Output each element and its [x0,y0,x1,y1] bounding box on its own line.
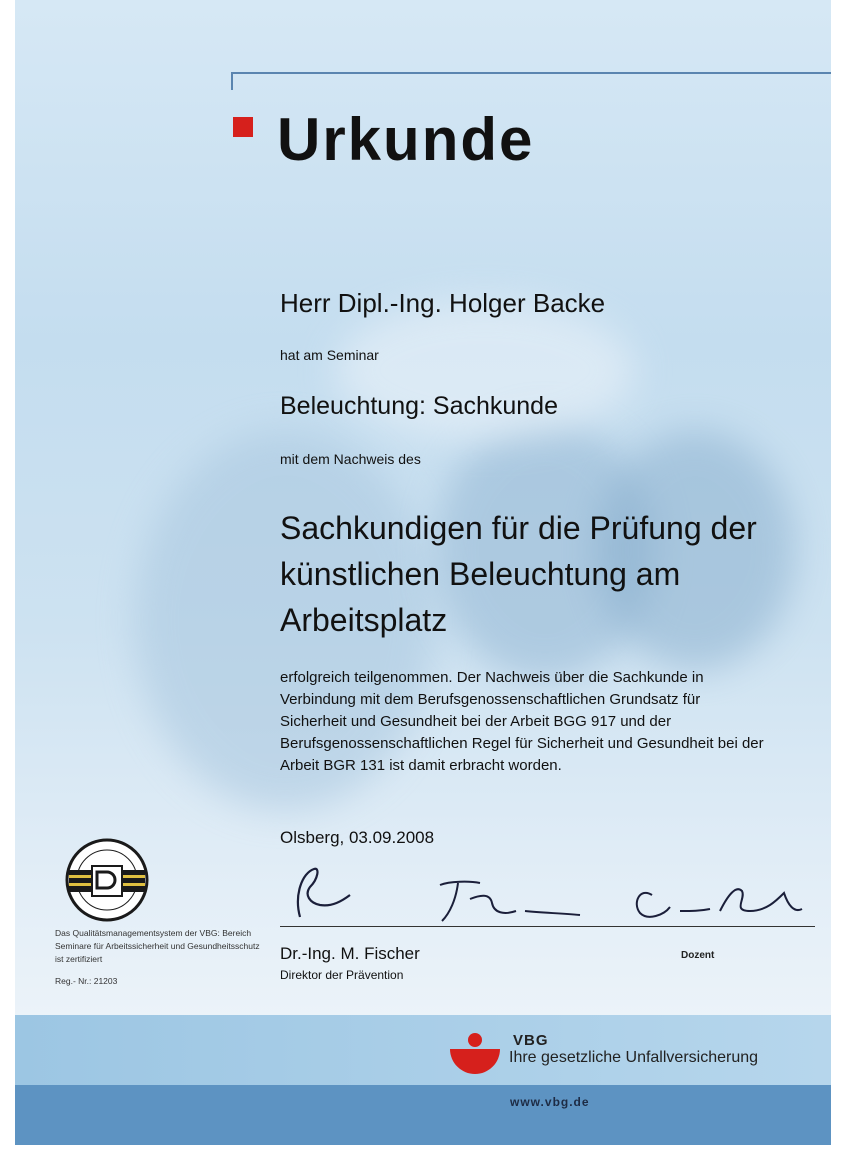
vbg-org-name: VBG [513,1032,549,1049]
seminar-name: Beleuchtung: Sachkunde [280,392,558,420]
vbg-logo-icon [448,1031,502,1079]
director-name: Dr.-Ing. M. Fischer [280,944,420,963]
recipient-name: Herr Dipl.-Ing. Holger Backe [280,288,606,318]
certificate-body-text: erfolgreich teilgenommen. Der Nachweis über die Sachkunde in Verbindung mit dem Berufsgenossenschaftlichen Grundsatz für Sicherheit und Gesundheit bei der Arbeit BGG 917 und der Berufsgenossenschaftlichen Regel für Sicherheit und Gesundheit bei der Arbeit BGR 131 ist damit erbracht worden. [280,669,764,774]
footer-band-dark [15,1085,831,1145]
signatures [280,855,820,935]
registration-number: Reg.- Nr.: 21203 [55,976,118,986]
proof-intro: mit dem Nachweis des [280,451,421,467]
title-marker [233,117,253,137]
director-role: Direktor der Prävention [280,968,404,982]
qualification-title: Sachkundigen für die Prüfung der künstlichen Beleuchtung am Arbeitsplatz [280,510,757,638]
certificate-page [15,0,831,1145]
signature-lecturer [637,889,802,917]
dqs-iso-9001-seal-icon [65,838,149,922]
place-date: Olsberg, 03.09.2008 [280,828,435,847]
signature-line [280,926,815,927]
seminar-intro: hat am Seminar [280,347,379,363]
vbg-tagline: Ihre gesetzliche Unfallversicherung [509,1049,759,1066]
signature-director [298,869,350,917]
certificate-title: Urkunde [277,106,535,173]
vbg-url[interactable]: www.vbg.de [510,1095,590,1109]
lecturer-label: Dozent [681,950,715,961]
frame-line [231,72,831,74]
certification-text: Das Qualitätsmanagementsystem der VBG: Bereich Seminare für Arbeitssicherheit und Gesundheitsschutz ist zertifiziert [55,928,260,964]
signature-second [440,882,580,921]
frame-line [231,72,233,90]
